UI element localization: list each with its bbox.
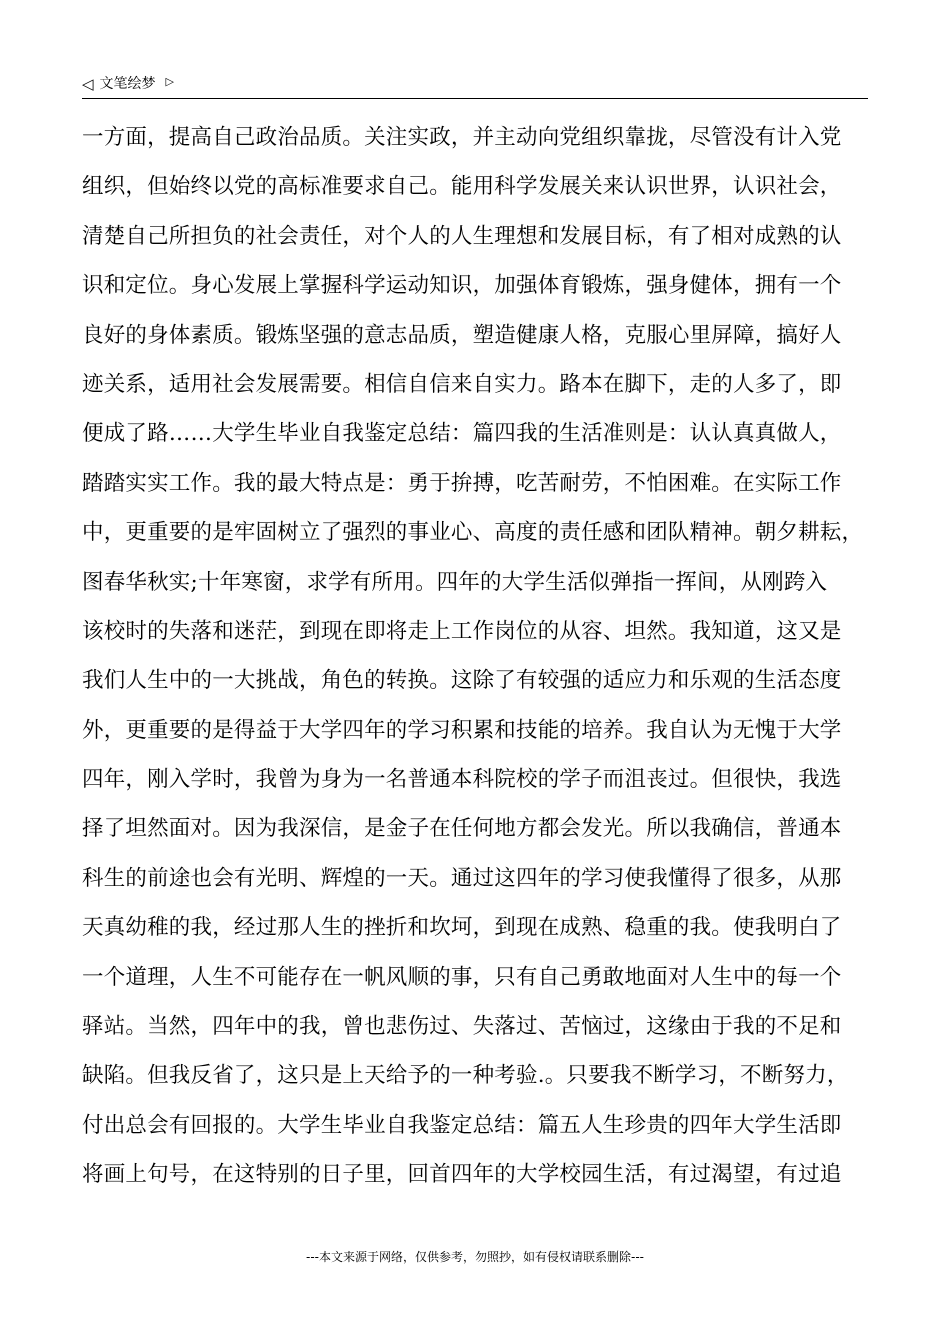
text-line: 便成了路……大学生毕业自我鉴定总结：篇四我的生活准则是：认认真真做人，	[82, 421, 842, 447]
text-line: 良好的身体素质。锻炼坚强的意志品质，塑造健康人格，克服心里屏障，搞好人	[82, 322, 842, 348]
text-line: 外，更重要的是得益于大学四年的学习积累和技能的培养。我自认为无愧于大学	[82, 717, 842, 743]
text-line: 迹关系，适用社会发展需要。相信自信来自实力。路本在脚下，走的人多了，即	[82, 371, 842, 397]
text-line: 一方面，提高自己政治品质。关注实政，并主动向党组织靠拢，尽管没有计入党	[82, 125, 842, 150]
text-line: 付出总会有回报的。大学生毕业自我鉴定总结：篇五人生珍贵的四年大学生活即	[82, 1112, 842, 1138]
text-line: 科生的前途也会有光明、辉煌的一天。通过这四年的学习使我懂得了很多，从那	[82, 865, 842, 891]
text-line: 将画上句号，在这特别的日子里，回首四年的大学校园生活，有过渴望，有过追	[82, 1162, 842, 1188]
text-line: 图春华秋实;十年寒窗，求学有所用。四年的大学生活似弹指一挥间，从刚跨入	[82, 569, 828, 595]
text-line: 中，更重要的是牢固树立了强烈的事业心、高度的责任感和团队精神。朝夕耕耘，	[82, 520, 864, 546]
text-line: 该校时的失落和迷茫，到现在即将走上工作岗位的从容、坦然。我知道，这又是	[82, 618, 842, 644]
text-line: 一个道理，人生不可能存在一帆风顺的事，只有自己勇敢地面对人生中的每一个	[82, 964, 842, 990]
brand-title: 文笔绘梦	[99, 76, 156, 92]
triangle-left-outline-icon: ◁	[82, 75, 94, 93]
text-line: 择了坦然面对。因为我深信，是金子在任何地方都会发光。所以我确信，普通本	[82, 816, 842, 842]
text-line: 缺陷。但我反省了，这只是上天给予的一种考验.。只要我不断学习，不断努力，	[82, 1063, 849, 1089]
text-line: 踏踏实实工作。我的最大特点是：勇于拚搏，吃苦耐劳，不怕困难。在实际工作	[82, 470, 842, 496]
text-line: 四年，刚入学时，我曾为身为一名普通本科院校的学子而沮丧过。但很快，我选	[82, 767, 842, 793]
text-line: 天真幼稚的我，经过那人生的挫折和坎坷，到现在成熟、稳重的我。使我明白了	[82, 915, 842, 941]
text-line: 清楚自己所担负的社会责任，对个人的人生理想和发展目标，有了相对成熟的认	[82, 223, 842, 249]
page-footer-disclaimer: ---本文来源于网络，仅供参考，勿照抄，如有侵权请联系删除---	[306, 1250, 644, 1264]
text-line: 组织，但始终以党的高标准要求自己。能用科学发展关来认识世界，认识社会，	[82, 174, 842, 200]
text-line: 驿站。当然，四年中的我，曾也悲伤过、失落过、苦恼过，这缘由于我的不足和	[82, 1014, 842, 1040]
text-line: 识和定位。身心发展上掌握科学运动知识，加强体育锻炼，强身健体，拥有一个	[82, 273, 842, 299]
document-body	[82, 118, 868, 1205]
text-line: 我们人生中的一大挑战，角色的转换。这除了有较强的适应力和乐观的生活态度	[82, 668, 842, 694]
page-header	[82, 72, 868, 99]
triangle-right-outline-icon: ▷	[165, 75, 175, 88]
